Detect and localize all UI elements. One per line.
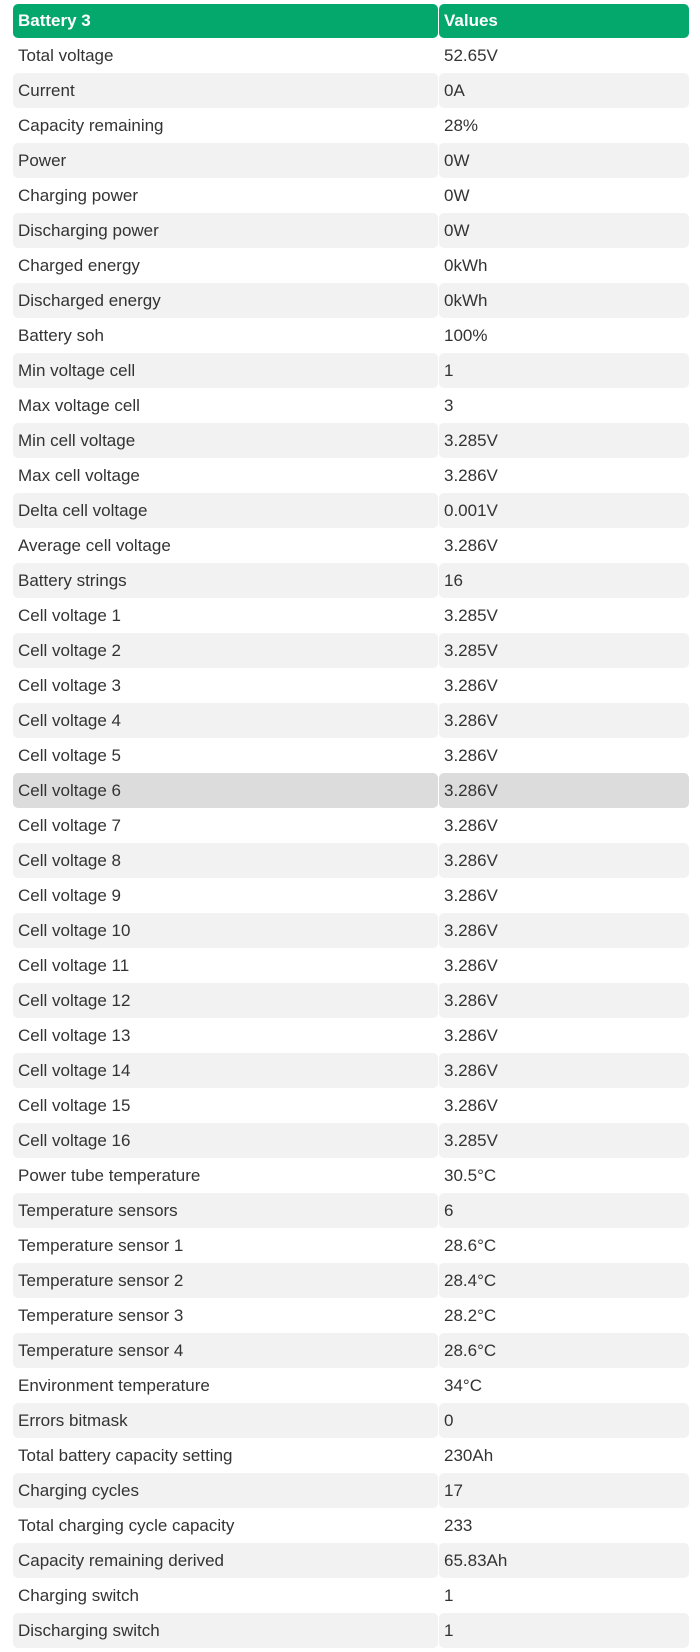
row-label: Discharging power <box>13 213 438 248</box>
table-row <box>13 1438 689 1473</box>
table-row <box>13 668 689 703</box>
row-value: 3.286V <box>444 1095 498 1115</box>
row-value: 3.286V <box>444 465 498 485</box>
row-label: Battery soh <box>18 325 104 345</box>
row-label: Power <box>13 143 438 178</box>
row-value: 16 <box>439 563 689 598</box>
row-value: 3.286V <box>439 1053 689 1088</box>
table-row <box>13 563 689 598</box>
row-value: 1 <box>444 1585 454 1605</box>
row-value: 28.6°C <box>444 1235 497 1255</box>
table-row <box>13 1193 689 1228</box>
row-value: 0kWh <box>439 283 689 318</box>
row-value: 0kWh <box>444 255 488 275</box>
row-value: 28.6°C <box>439 1333 689 1368</box>
table-row <box>13 878 689 913</box>
row-label: Battery strings <box>13 563 438 598</box>
row-value: 0A <box>439 73 689 108</box>
row-label: Total charging cycle capacity <box>18 1515 235 1535</box>
row-value: 1 <box>439 1613 689 1648</box>
table-row <box>13 843 689 878</box>
row-value: 28.4°C <box>439 1263 689 1298</box>
table-row <box>13 283 689 318</box>
table-row <box>13 73 689 108</box>
row-value: 0W <box>439 213 689 248</box>
table-row <box>13 598 689 633</box>
table-row <box>13 178 689 213</box>
row-label: Min voltage cell <box>13 353 438 388</box>
row-value: 3.286V <box>444 1025 498 1045</box>
table-row <box>13 1053 689 1088</box>
table-row <box>13 1298 689 1333</box>
table-row <box>13 1543 689 1578</box>
row-label: Cell voltage 3 <box>18 675 122 695</box>
row-label: Cell voltage 5 <box>18 745 122 765</box>
row-value: 3.286V <box>439 913 689 948</box>
row-value: 28% <box>444 115 479 135</box>
table-row <box>13 1333 689 1368</box>
table-row <box>13 948 689 983</box>
table-row <box>13 633 689 668</box>
table-row <box>13 458 689 493</box>
row-value: 30.5°C <box>444 1165 497 1185</box>
row-value: 100% <box>444 325 488 345</box>
row-label: Delta cell voltage <box>13 493 438 528</box>
row-value: 17 <box>439 1473 689 1508</box>
table-row <box>13 213 689 248</box>
table-row <box>13 773 689 808</box>
header-battery: Battery 3 <box>13 4 438 38</box>
row-label: Current <box>13 73 438 108</box>
row-label: Cell voltage 2 <box>13 633 438 668</box>
row-label: Discharging switch <box>13 1613 438 1648</box>
row-value: 6 <box>439 1193 689 1228</box>
row-value: 3.286V <box>444 885 498 905</box>
row-value: 0.001V <box>439 493 689 528</box>
row-label: Min cell voltage <box>13 423 438 458</box>
row-label: Charging switch <box>18 1585 139 1605</box>
table-row <box>13 1088 689 1123</box>
table-row <box>13 1403 689 1438</box>
table-row <box>13 248 689 283</box>
row-label: Temperature sensor 1 <box>18 1235 184 1255</box>
table-row <box>13 1508 689 1543</box>
row-label: Capacity remaining derived <box>13 1543 438 1578</box>
row-value: 1 <box>439 353 689 388</box>
table-row <box>13 143 689 178</box>
table-row <box>13 738 689 773</box>
table-header <box>13 4 689 38</box>
table-row <box>13 1368 689 1403</box>
row-value: 3.286V <box>439 983 689 1018</box>
row-value: 3.286V <box>439 843 689 878</box>
row-label: Total battery capacity setting <box>18 1445 233 1465</box>
row-label: Discharged energy <box>13 283 438 318</box>
row-label: Cell voltage 1 <box>18 605 122 625</box>
row-label: Temperature sensor 3 <box>18 1305 184 1325</box>
row-label: Cell voltage 13 <box>18 1025 131 1045</box>
table-row <box>13 38 689 73</box>
table-row <box>13 913 689 948</box>
row-label: Cell voltage 8 <box>13 843 438 878</box>
row-label: Cell voltage 4 <box>13 703 438 738</box>
table-row <box>13 108 689 143</box>
row-label: Charging cycles <box>13 1473 438 1508</box>
row-label: Cell voltage 7 <box>18 815 122 835</box>
row-label: Cell voltage 6 <box>13 773 438 808</box>
table-body <box>13 38 689 1648</box>
row-value: 3.286V <box>439 703 689 738</box>
row-label: Cell voltage 15 <box>18 1095 131 1115</box>
row-value: 3.286V <box>439 773 689 808</box>
row-label: Average cell voltage <box>18 535 171 555</box>
table-row <box>13 1263 689 1298</box>
row-label: Temperature sensor 2 <box>13 1263 438 1298</box>
row-value: 3.285V <box>444 605 498 625</box>
row-value: 0W <box>444 185 470 205</box>
table-row <box>13 318 689 353</box>
table-row <box>13 703 689 738</box>
table-row <box>13 423 689 458</box>
header-values: Values <box>439 4 689 38</box>
table-row <box>13 528 689 563</box>
row-value: 0W <box>439 143 689 178</box>
row-label: Charging power <box>18 185 139 205</box>
row-value: 3.285V <box>439 423 689 458</box>
row-value: 3.285V <box>439 1123 689 1158</box>
row-label: Max voltage cell <box>18 395 140 415</box>
row-label: Cell voltage 9 <box>18 885 122 905</box>
table-row <box>13 1158 689 1193</box>
row-value: 3.286V <box>444 815 498 835</box>
table-row <box>13 1473 689 1508</box>
row-label: Temperature sensor 4 <box>13 1333 438 1368</box>
row-label: Total voltage <box>18 45 114 65</box>
table-row <box>13 1018 689 1053</box>
table-row <box>13 388 689 423</box>
row-value: 3.286V <box>444 745 498 765</box>
row-label: Temperature sensors <box>13 1193 438 1228</box>
row-value: 52.65V <box>444 45 498 65</box>
row-label: Capacity remaining <box>18 115 164 135</box>
row-value: 34°C <box>444 1375 482 1395</box>
row-value: 3 <box>444 395 454 415</box>
table-row <box>13 1123 689 1158</box>
table-row <box>13 808 689 843</box>
row-value: 233 <box>444 1515 473 1535</box>
row-value: 3.286V <box>444 955 498 975</box>
table-row <box>13 1228 689 1263</box>
row-label: Power tube temperature <box>18 1165 201 1185</box>
row-value: 65.83Ah <box>439 1543 689 1578</box>
row-value: 28.2°C <box>444 1305 497 1325</box>
table-row <box>13 493 689 528</box>
row-label: Cell voltage 12 <box>13 983 438 1018</box>
row-label: Max cell voltage <box>18 465 140 485</box>
table-row <box>13 1578 689 1613</box>
row-value: 230Ah <box>444 1445 494 1465</box>
row-label: Cell voltage 14 <box>13 1053 438 1088</box>
row-value: 0 <box>439 1403 689 1438</box>
row-label: Cell voltage 16 <box>13 1123 438 1158</box>
table-row <box>13 1613 689 1648</box>
row-label: Errors bitmask <box>13 1403 438 1438</box>
table-row <box>13 353 689 388</box>
row-label: Cell voltage 10 <box>13 913 438 948</box>
row-value: 3.286V <box>444 675 498 695</box>
battery-table <box>13 4 689 1648</box>
row-value: 3.286V <box>444 535 498 555</box>
row-label: Cell voltage 11 <box>18 955 130 975</box>
row-label: Environment temperature <box>18 1375 210 1395</box>
row-label: Charged energy <box>18 255 140 275</box>
table-row <box>13 983 689 1018</box>
row-value: 3.285V <box>439 633 689 668</box>
